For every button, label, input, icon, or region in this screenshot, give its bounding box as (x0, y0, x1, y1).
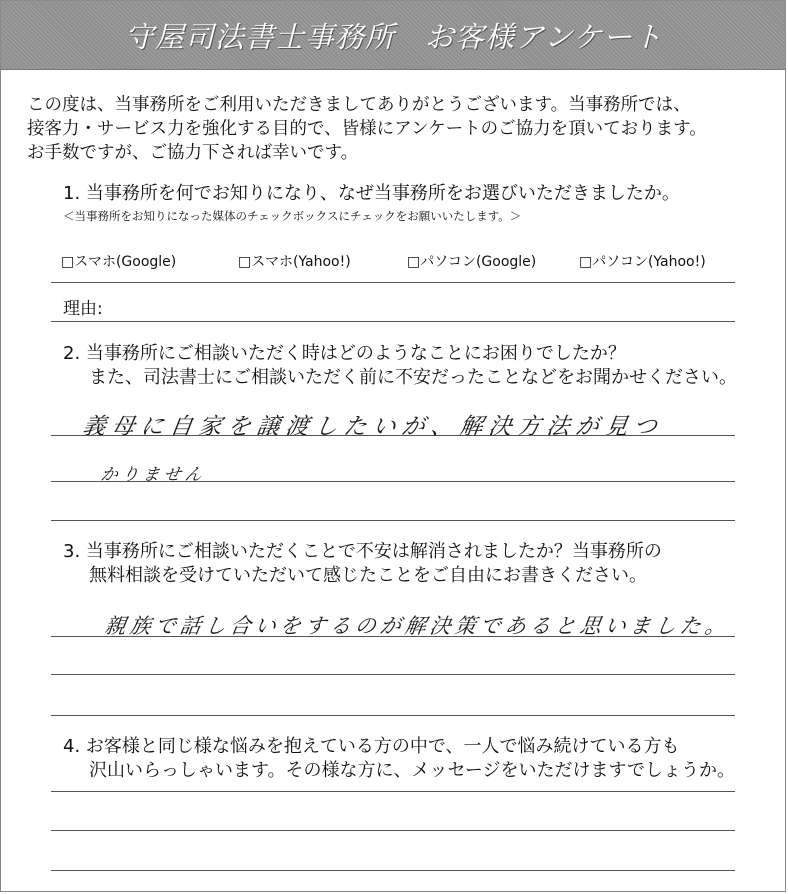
reason-answer-line[interactable] (51, 321, 735, 322)
question-2-answer-line-3[interactable] (51, 520, 735, 521)
page-title: 守屋司法書士事務所 お客様アンケート (124, 20, 664, 54)
question-2-handwritten-answer-1: 義母に自家を譲渡したいが、解決方法が見つ (80, 414, 665, 440)
choice-pc-google[interactable]: □パソコン(Google) (407, 254, 537, 270)
reason-label: 理由: (63, 299, 103, 319)
question-3-line-1: 3. 当事務所にご相談いただくことで不安は解消されましたか？当事務所の (63, 541, 662, 562)
question-2-line-2: また、司法書士にご相談いただく前に不安だったことなどをお聞かせください。 (89, 367, 737, 388)
question-4-answer-line-3[interactable] (51, 870, 735, 871)
question-3-answer-line-2[interactable] (51, 674, 735, 675)
question-3-answer-line-1[interactable] (51, 636, 735, 637)
question-4-answer-line-1[interactable] (51, 791, 735, 792)
choice-smartphone-google[interactable]: □スマホ(Google) (61, 254, 177, 270)
question-2-answer-line-2[interactable] (51, 481, 735, 482)
header-banner (1, 1, 786, 70)
question-3-title (63, 540, 662, 588)
intro-line: この度は、当事務所をご利用いただきましてありがとうございます。当事務所では、 (27, 95, 691, 115)
question-2-title (63, 342, 737, 390)
question-2-line-1: 2. 当事務所にご相談いただく時はどのようなことにお困りでしたか？ (63, 343, 626, 364)
question-1-note: ＜当事務所をお知りになった媒体のチェックボックスにチェックをお願いいたします。＞ (63, 209, 522, 223)
choices-divider (51, 282, 735, 283)
question-4-answer-line-2[interactable] (51, 830, 735, 831)
question-3-handwritten-answer-1: 親族で話し合いをするのが解決策であると思いました。 (103, 614, 732, 638)
question-4-line-2: 沢山いらっしゃいます。その様な方に、メッセージをいただけますでしょうか。 (89, 760, 736, 781)
intro-text (27, 93, 777, 165)
question-2-handwritten-answer-2: かりません (99, 465, 208, 485)
question-3-line-2: 無料相談を受けていただいて感じたことをご自由にお書きください。 (89, 565, 647, 586)
choice-smartphone-yahoo[interactable]: □スマホ(Yahoo!) (238, 254, 351, 270)
question-3-answer-line-3[interactable] (51, 715, 735, 716)
question-2-answer-line-1[interactable] (51, 435, 735, 436)
intro-line: 接客力・サービス力を強化する目的で、皆様にアンケートのご協力を頂いております。 (27, 119, 707, 139)
intro-line: お手数ですが、ご協力下されば幸いです。 (27, 143, 359, 163)
question-1-title: 1. 当事務所を何でお知りになり、なぜ当事務所をお選びいただきましたか。 (63, 183, 680, 204)
question-4-line-1: 4. お客様と同じ様な悩みを抱えている方の中で、一人で悩み続けている方も (63, 736, 680, 757)
choice-pc-yahoo[interactable]: □パソコン(Yahoo!) (579, 254, 706, 270)
question-4-title (63, 735, 735, 783)
